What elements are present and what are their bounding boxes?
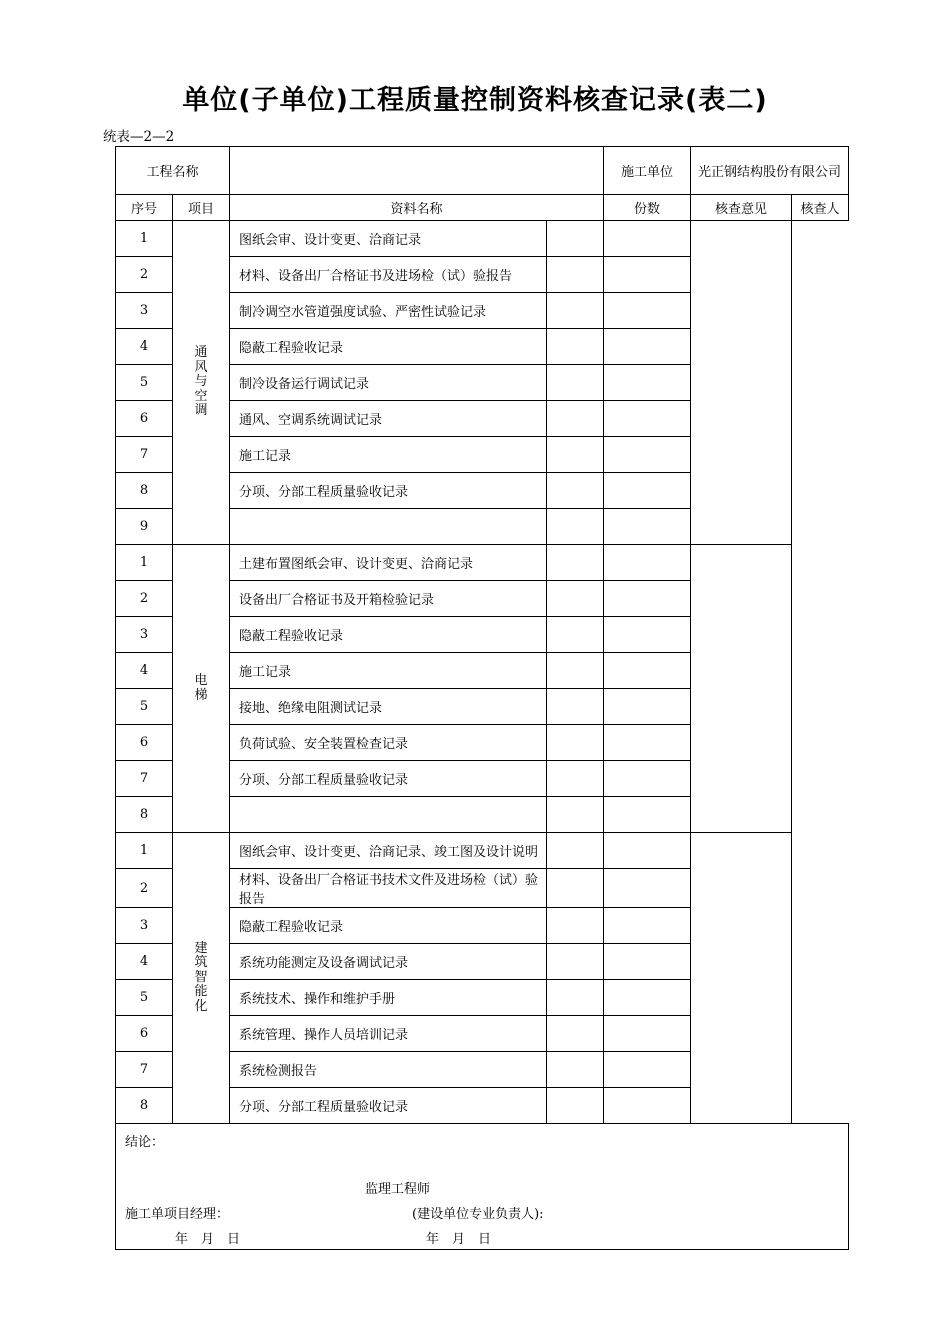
document-name: 接地、绝缘电阻测试记录 (230, 689, 547, 725)
document-name: 施工记录 (230, 437, 547, 473)
document-name: 系统技术、操作和维护手册 (230, 980, 547, 1016)
row-number: 2 (116, 257, 173, 293)
copies-cell (547, 365, 604, 401)
copies-cell (547, 329, 604, 365)
project-name-value (230, 147, 604, 195)
group-label-char: 调 (194, 403, 208, 419)
opinion-cell (604, 473, 691, 509)
copies-cell (547, 833, 604, 869)
copies-cell (547, 1088, 604, 1124)
document-name: 分项、分部工程质量验收记录 (230, 473, 547, 509)
opinion-cell (604, 1088, 691, 1124)
group-label-char: 电 (194, 673, 208, 688)
document-name: 设备出厂合格证书及开箱检验记录 (230, 581, 547, 617)
group-label (173, 833, 230, 1124)
row-number: 5 (116, 689, 173, 725)
copies-cell (547, 617, 604, 653)
copies-cell (547, 293, 604, 329)
group-label-char: 风 (194, 359, 208, 375)
row-number: 8 (116, 473, 173, 509)
group-label-char: 与 (194, 374, 208, 390)
copies-cell (547, 944, 604, 980)
row-number: 6 (116, 401, 173, 437)
document-name: 系统检测报告 (230, 1052, 547, 1088)
document-name: 土建布置图纸会审、设计变更、洽商记录 (230, 545, 547, 581)
opinion-cell (604, 617, 691, 653)
opinion-cell (604, 833, 691, 869)
header-row (116, 147, 849, 195)
document-name: 系统管理、操作人员培训记录 (230, 1016, 547, 1052)
group-label-char: 化 (194, 998, 208, 1014)
opinion-cell (604, 653, 691, 689)
col-header-doc-name: 资料名称 (230, 195, 604, 221)
table-row (116, 545, 849, 581)
row-number: 3 (116, 293, 173, 329)
date-left: 年 月 日 (175, 1232, 241, 1247)
copies-cell (547, 545, 604, 581)
opinion-cell (604, 869, 691, 908)
checker-cell (691, 833, 792, 1124)
copies-cell (547, 725, 604, 761)
col-header-no: 序号 (116, 195, 173, 221)
group-label (173, 545, 230, 833)
opinion-cell (604, 797, 691, 833)
document-name (230, 509, 547, 545)
row-number: 5 (116, 980, 173, 1016)
copies-cell (547, 581, 604, 617)
copies-cell (547, 653, 604, 689)
document-name (230, 797, 547, 833)
conclusion-cell (116, 1124, 849, 1250)
copies-cell (547, 908, 604, 944)
group-label-char: 筑 (194, 955, 208, 971)
row-number: 3 (116, 617, 173, 653)
document-name: 施工记录 (230, 653, 547, 689)
row-number: 4 (116, 329, 173, 365)
conclusion-label: 结论： (125, 1135, 165, 1150)
owner-representative-label: (建设单位专业负责人): (412, 1207, 544, 1222)
opinion-cell (604, 257, 691, 293)
contractor-value: 光正钢结构股份有限公司 (691, 147, 849, 195)
col-header-copies: 份数 (604, 195, 691, 221)
group-label-char: 通 (194, 345, 208, 361)
document-name: 分项、分部工程质量验收记录 (230, 1088, 547, 1124)
copies-cell (547, 689, 604, 725)
group-label (173, 221, 230, 545)
document-name: 系统功能测定及设备调试记录 (230, 944, 547, 980)
table-row (116, 221, 849, 257)
table-row (116, 833, 849, 869)
row-number: 2 (116, 581, 173, 617)
copies-cell (547, 221, 604, 257)
row-number: 6 (116, 725, 173, 761)
document-name: 制冷设备运行调试记录 (230, 365, 547, 401)
group-label-char: 空 (194, 388, 208, 404)
records-table (115, 146, 849, 1250)
col-header-opinion: 核查意见 (691, 195, 792, 221)
checker-cell (691, 545, 792, 833)
copies-cell (547, 473, 604, 509)
row-number: 1 (116, 545, 173, 581)
copies-cell (547, 761, 604, 797)
row-number: 4 (116, 944, 173, 980)
contractor-label: 施工单位 (604, 147, 691, 195)
opinion-cell (604, 761, 691, 797)
document-name: 负荷试验、安全装置检查记录 (230, 725, 547, 761)
document-name: 分项、分部工程质量验收记录 (230, 761, 547, 797)
group-label-char: 智 (194, 969, 208, 985)
row-number: 4 (116, 653, 173, 689)
opinion-cell (604, 509, 691, 545)
opinion-cell (604, 1052, 691, 1088)
row-number: 2 (116, 869, 173, 908)
row-number: 9 (116, 509, 173, 545)
row-number: 5 (116, 365, 173, 401)
copies-cell (547, 797, 604, 833)
copies-cell (547, 509, 604, 545)
page-title: 单位(子单位)工程质量控制资料核查记录(表二) (182, 85, 768, 116)
opinion-cell (604, 908, 691, 944)
row-number: 1 (116, 833, 173, 869)
opinion-cell (604, 401, 691, 437)
project-name-label: 工程名称 (116, 147, 230, 195)
opinion-cell (604, 437, 691, 473)
row-number: 7 (116, 437, 173, 473)
project-manager-label: 施工单项目经理： (125, 1207, 230, 1222)
row-number: 3 (116, 908, 173, 944)
copies-cell (547, 869, 604, 908)
opinion-cell (604, 1016, 691, 1052)
form-number: 统表—2—2 (103, 129, 175, 145)
row-number: 8 (116, 797, 173, 833)
copies-cell (547, 1052, 604, 1088)
document-name: 隐蔽工程验收记录 (230, 329, 547, 365)
row-number: 1 (116, 221, 173, 257)
copies-cell (547, 401, 604, 437)
row-number: 7 (116, 761, 173, 797)
date-right: 年 月 日 (426, 1232, 492, 1247)
col-header-item: 项目 (173, 195, 230, 221)
copies-cell (547, 1016, 604, 1052)
opinion-cell (604, 365, 691, 401)
copies-cell (547, 437, 604, 473)
copies-cell (547, 257, 604, 293)
document-name: 隐蔽工程验收记录 (230, 617, 547, 653)
checker-cell (691, 221, 792, 545)
document-name: 材料、设备出厂合格证书技术文件及进场检（试）验报告 (230, 869, 547, 908)
opinion-cell (604, 689, 691, 725)
column-header-row (116, 195, 849, 221)
opinion-cell (604, 545, 691, 581)
row-number: 7 (116, 1052, 173, 1088)
row-number: 6 (116, 1016, 173, 1052)
document-name: 材料、设备出厂合格证书及进场检（试）验报告 (230, 257, 547, 293)
document-name: 制冷调空水管道强度试验、严密性试验记录 (230, 293, 547, 329)
group-label-char: 建 (194, 940, 208, 956)
col-header-checker: 核查人 (792, 195, 849, 221)
opinion-cell (604, 725, 691, 761)
group-label-char: 梯 (194, 687, 208, 703)
document-name: 通风、空调系统调试记录 (230, 401, 547, 437)
conclusion-row (116, 1124, 849, 1250)
opinion-cell (604, 221, 691, 257)
opinion-cell (604, 329, 691, 365)
opinion-cell (604, 293, 691, 329)
copies-cell (547, 980, 604, 1016)
opinion-cell (604, 980, 691, 1016)
opinion-cell (604, 944, 691, 980)
row-number: 8 (116, 1088, 173, 1124)
document-name: 图纸会审、设计变更、洽商记录 (230, 221, 547, 257)
opinion-cell (604, 581, 691, 617)
document-name: 图纸会审、设计变更、洽商记录、竣工图及设计说明 (230, 833, 547, 869)
document-name: 隐蔽工程验收记录 (230, 908, 547, 944)
supervisor-label: 监理工程师 (365, 1182, 431, 1197)
group-label-char: 能 (194, 984, 208, 1000)
